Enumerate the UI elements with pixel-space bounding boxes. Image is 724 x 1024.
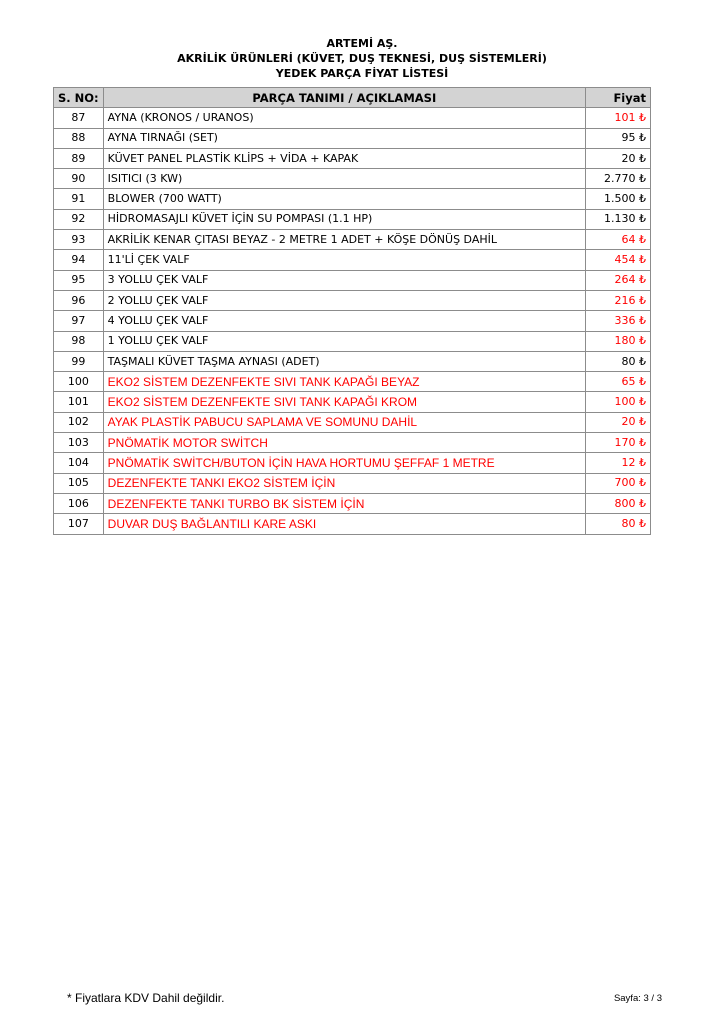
row-price: 20 ₺: [586, 412, 651, 432]
row-number: 104: [54, 453, 104, 473]
table-row: [54, 412, 651, 432]
row-description: BLOWER (700 WATT): [103, 189, 585, 209]
row-number: 107: [54, 514, 104, 534]
row-price: 64 ₺: [586, 230, 651, 250]
row-description: AYNA (KRONOS / URANOS): [103, 108, 585, 128]
row-price: 20 ₺: [586, 148, 651, 168]
row-number: 96: [54, 290, 104, 310]
header-no: S. NO:: [54, 88, 104, 108]
table-header-row: [54, 88, 651, 108]
table-row: [54, 493, 651, 513]
row-number: 88: [54, 128, 104, 148]
row-description: 4 YOLLU ÇEK VALF: [103, 311, 585, 331]
row-number: 90: [54, 169, 104, 189]
row-price: 454 ₺: [586, 250, 651, 270]
row-number: 98: [54, 331, 104, 351]
table-row: [54, 108, 651, 128]
row-price: 180 ₺: [586, 331, 651, 351]
row-price: 1.130 ₺: [586, 209, 651, 229]
row-number: 101: [54, 392, 104, 412]
row-description: AYAK PLASTİK PABUCU SAPLAMA VE SOMUNU DAHİL: [103, 412, 585, 432]
table-row: [54, 372, 651, 392]
table-row: [54, 473, 651, 493]
row-number: 94: [54, 250, 104, 270]
row-description: TAŞMALI KÜVET TAŞMA AYNASI (ADET): [103, 351, 585, 371]
row-description: 1 YOLLU ÇEK VALF: [103, 331, 585, 351]
table-row: [54, 230, 651, 250]
table-row: [54, 169, 651, 189]
row-number: 92: [54, 209, 104, 229]
company-name: ARTEMİ AŞ.: [326, 37, 398, 50]
row-price: 170 ₺: [586, 433, 651, 453]
table-row: [54, 433, 651, 453]
row-number: 99: [54, 351, 104, 371]
table-row: [54, 189, 651, 209]
row-number: 102: [54, 412, 104, 432]
row-description: EKO2 SİSTEM DEZENFEKTE SIVI TANK KAPAĞI BEYAZ: [103, 372, 585, 392]
row-description: 11'Lİ ÇEK VALF: [103, 250, 585, 270]
row-number: 87: [54, 108, 104, 128]
row-description: ISITICI (3 KW): [103, 169, 585, 189]
row-price: 100 ₺: [586, 392, 651, 412]
row-price: 700 ₺: [586, 473, 651, 493]
row-price: 1.500 ₺: [586, 189, 651, 209]
row-description: 3 YOLLU ÇEK VALF: [103, 270, 585, 290]
table-row: [54, 311, 651, 331]
row-number: 103: [54, 433, 104, 453]
header-price: Fiyat: [586, 88, 651, 108]
row-price: 101 ₺: [586, 108, 651, 128]
page-number: Sayfa: 3 / 3: [613, 993, 662, 1004]
price-table: [53, 87, 651, 535]
row-description: HİDROMASAJLI KÜVET İÇİN SU POMPASI (1.1 HP): [103, 209, 585, 229]
document-header: [0, 36, 724, 81]
header-description: PARÇA TANIMI / AÇIKLAMASI: [103, 88, 585, 108]
row-description: DEZENFEKTE TANKI EKO2 SİSTEM İÇİN: [103, 473, 585, 493]
row-description: PNÖMATİK MOTOR SWİTCH: [103, 433, 585, 453]
row-price: 65 ₺: [586, 372, 651, 392]
table-row: [54, 290, 651, 310]
row-price: 800 ₺: [586, 493, 651, 513]
row-price: 12 ₺: [586, 453, 651, 473]
row-description: KÜVET PANEL PLASTİK KLİPS + VİDA + KAPAK: [103, 148, 585, 168]
row-number: 100: [54, 372, 104, 392]
table-row: [54, 270, 651, 290]
document-title: YEDEK PARÇA FİYAT LİSTESİ: [275, 67, 449, 80]
row-number: 91: [54, 189, 104, 209]
row-description: 2 YOLLU ÇEK VALF: [103, 290, 585, 310]
row-description: DUVAR DUŞ BAĞLANTILI KARE ASKI: [103, 514, 585, 534]
row-price: 216 ₺: [586, 290, 651, 310]
row-description: PNÖMATİK SWİTCH/BUTON İÇİN HAVA HORTUMU ŞEFFAF 1 METRE: [103, 453, 585, 473]
row-number: 97: [54, 311, 104, 331]
row-price: 80 ₺: [586, 351, 651, 371]
table-row: [54, 453, 651, 473]
row-price: 336 ₺: [586, 311, 651, 331]
row-number: 89: [54, 148, 104, 168]
row-description: AYNA TIRNAĞI (SET): [103, 128, 585, 148]
row-number: 95: [54, 270, 104, 290]
table-row: [54, 331, 651, 351]
row-description: AKRİLİK KENAR ÇITASI BEYAZ - 2 METRE 1 ADET + KÖŞE DÖNÜŞ DAHİL: [103, 230, 585, 250]
table-row: [54, 148, 651, 168]
row-description: DEZENFEKTE TANKI TURBO BK SİSTEM İÇİN: [103, 493, 585, 513]
table-row: [54, 209, 651, 229]
table-body: [54, 108, 651, 534]
table-row: [54, 392, 651, 412]
row-price: 95 ₺: [586, 128, 651, 148]
table-row: [54, 250, 651, 270]
row-number: 93: [54, 230, 104, 250]
row-description: EKO2 SİSTEM DEZENFEKTE SIVI TANK KAPAĞI KROM: [103, 392, 585, 412]
row-number: 106: [54, 493, 104, 513]
product-category: AKRİLİK ÜRÜNLERİ (KÜVET, DUŞ TEKNESİ, DUŞ SİSTEMLERİ): [177, 52, 547, 65]
vat-footnote: * Fiyatlara KDV Dahil değildir.: [67, 991, 225, 1005]
row-price: 264 ₺: [586, 270, 651, 290]
table-row: [54, 514, 651, 534]
table-row: [54, 128, 651, 148]
table-row: [54, 351, 651, 371]
row-price: 80 ₺: [586, 514, 651, 534]
row-price: 2.770 ₺: [586, 169, 651, 189]
row-number: 105: [54, 473, 104, 493]
